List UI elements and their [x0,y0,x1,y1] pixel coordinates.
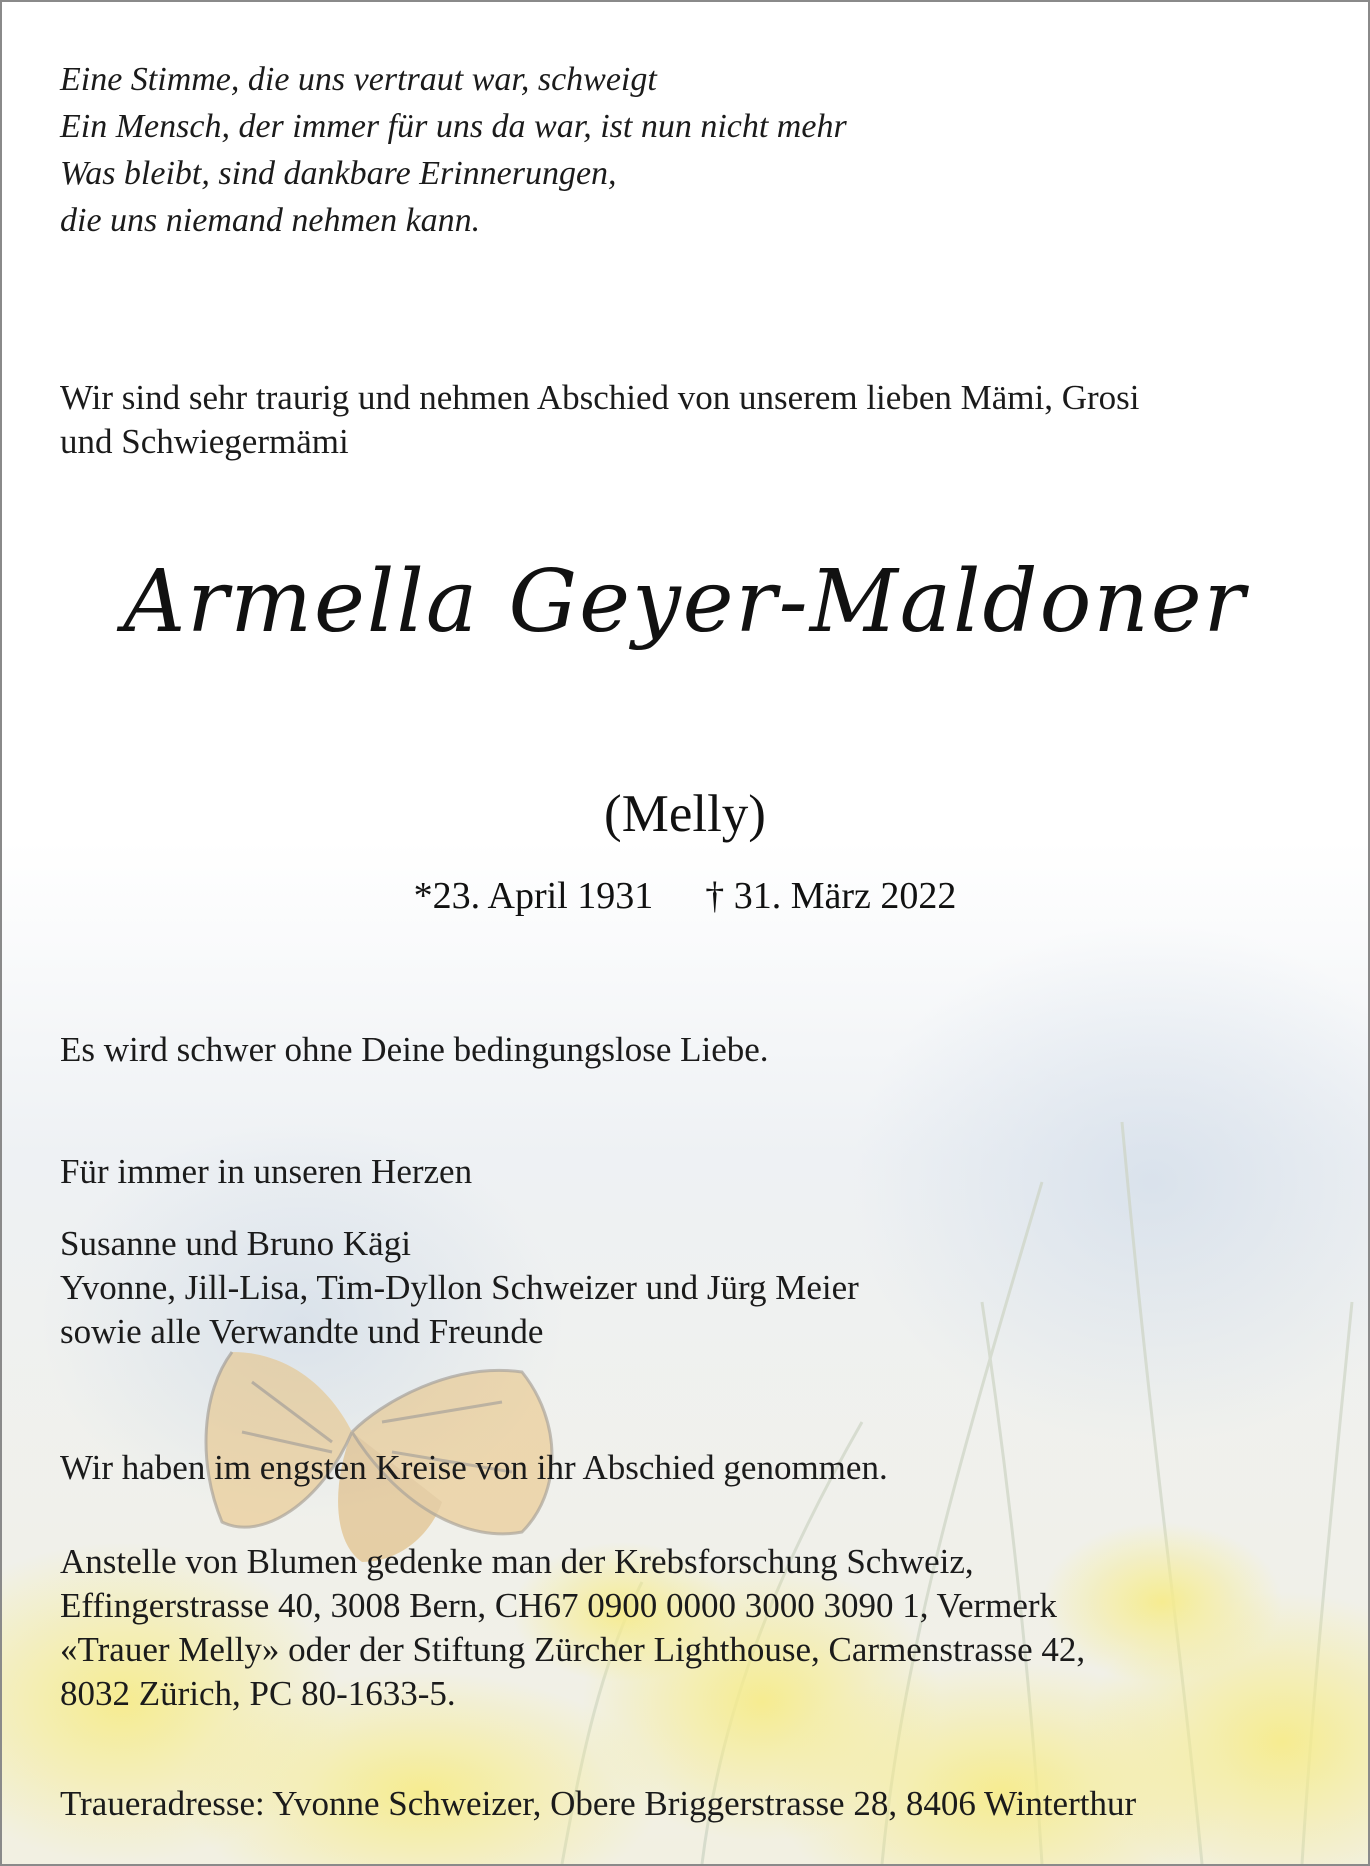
mourning-address [60,1782,1136,1826]
mourner-line: Susanne und Bruno Kägi [60,1224,411,1263]
poem-line: Eine Stimme, die uns vertraut war, schweigt [60,61,657,98]
donation-paragraph [60,1540,1085,1716]
intro-paragraph [60,376,1139,464]
deceased-nickname: (Melly) [604,785,766,843]
mourner-line: Yvonne, Jill-Lisa, Tim-Dyllon Schweizer und Jürg Meier [60,1268,859,1307]
poem-verse [60,56,847,244]
death-date: † 31. März 2022 [705,875,957,917]
message-text: Es wird schwer ohne Deine bedingungslose Liebe. [60,1030,769,1069]
intro-line: und Schwiegermämi [60,422,349,461]
donation-line: «Trauer Melly» oder der Stiftung Zürcher Lighthouse, Carmenstrasse 42, [60,1630,1086,1669]
donation-line: 8032 Zürich, PC 80-1633-5. [60,1674,456,1713]
poem-line: Ein Mensch, der immer für uns da war, ist nun nicht mehr [60,108,847,145]
message-line [60,1028,769,1072]
poem-line: Was bleibt, sind dankbare Erinnerungen, [60,155,617,192]
life-dates [2,872,1368,920]
donation-line: Anstelle von Blumen gedenke man der Krebsforschung Schweiz, [60,1542,974,1581]
deceased-name: Armella Geyer-Maldoner [123,552,1247,652]
donation-line: Effingerstrasse 40, 3008 Bern, CH67 0900 0000 3000 3090 1, Vermerk [60,1586,1058,1625]
farewell-text: Wir haben im engsten Kreise von ihr Abschied genommen. [60,1448,888,1487]
mourner-line: sowie alle Verwandte und Freunde [60,1312,544,1351]
hearts-line [60,1150,472,1194]
farewell-line [60,1446,888,1490]
poem-line: die uns niemand nehmen kann. [60,202,481,239]
address-text: Traueradresse: Yvonne Schweizer, Obere Briggerstrasse 28, 8406 Winterthur [60,1784,1137,1823]
intro-line: Wir sind sehr traurig und nehmen Abschied von unserem lieben Mämi, Grosi [60,378,1140,417]
mourners-list [60,1222,859,1354]
birth-date: *23. April 1931 [413,875,654,917]
hearts-text: Für immer in unseren Herzen [60,1152,473,1191]
